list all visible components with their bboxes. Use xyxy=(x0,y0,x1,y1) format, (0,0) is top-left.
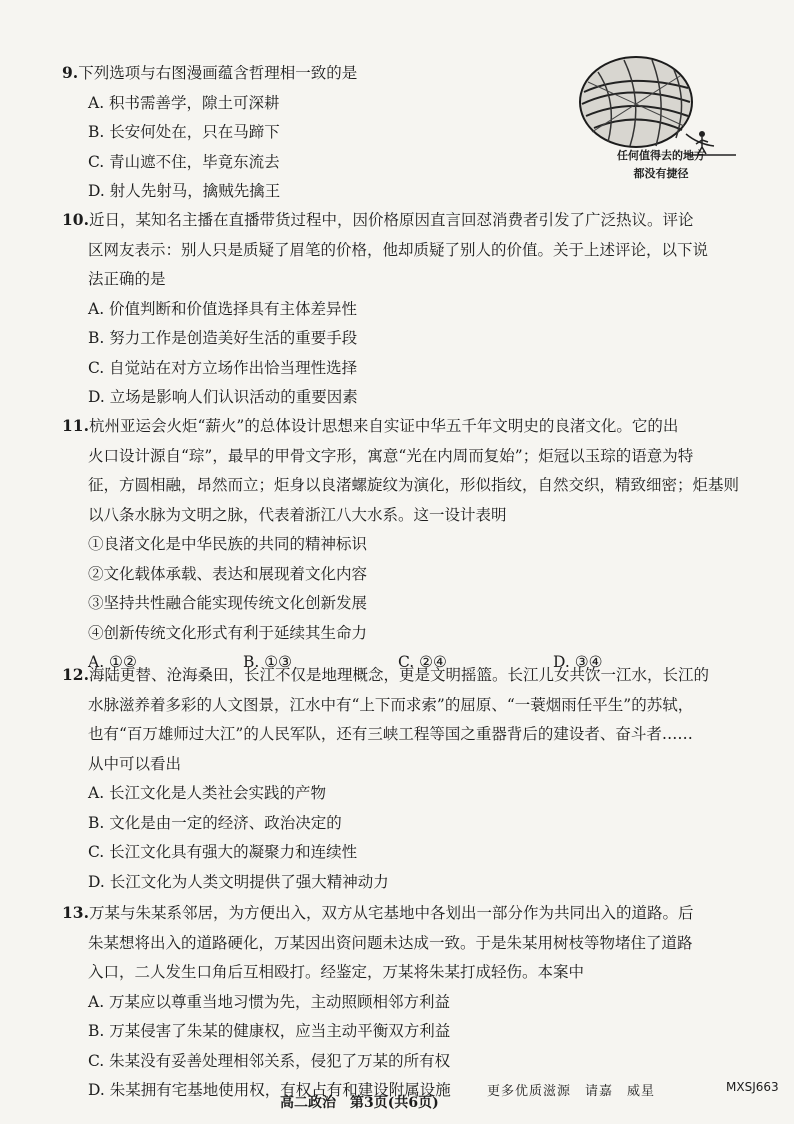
question-10 xyxy=(62,205,748,413)
option-d: D. 长江文化为人类文明提供了强大精神动力 xyxy=(88,872,389,891)
choice-a: A. ①② xyxy=(88,653,137,671)
document-code: MXSJ663 xyxy=(726,1080,779,1094)
statement-1: ①良渚文化是中华民族的共同的精神标识 xyxy=(88,535,368,553)
question-stem-line: 也有“百万雄师过大江”的人民军队，还有三峡工程等国之重器背后的建设者、奋斗者…… xyxy=(88,725,693,743)
question-number: 11. xyxy=(62,416,89,435)
choice-b: B. ①③ xyxy=(243,653,293,671)
question-stem-line: 朱某想将出入的道路硬化，万某因出资问题未达成一致。于是朱某用树枝等物堵住了道路 xyxy=(88,933,693,952)
option-c: C. 自觉站在对方立场作出恰当理性选择 xyxy=(88,358,358,377)
choice-d: D. ③④ xyxy=(553,653,603,671)
question-stem: 13.万某与朱某系邻居，为方便出入，双方从宅基地中各划出一部分作为共同出入的道路。后 xyxy=(62,903,694,922)
option-c: C. 青山遮不住，毕竟东流去 xyxy=(88,152,280,171)
question-13 xyxy=(62,898,748,1106)
promo-text: 更多优质滋源 请嘉 威星 xyxy=(487,1084,656,1099)
question-number: 9. xyxy=(62,63,79,82)
option-d: D. 射人先射马，擒贼先擒王 xyxy=(88,182,281,200)
cartoon-caption-line1: 任何值得去的地方 xyxy=(617,149,705,162)
yarn-ball-icon xyxy=(568,52,754,160)
option-a: A. 长江文化是人类社会实践的产物 xyxy=(88,784,327,802)
option-c: C. 长江文化具有强大的凝聚力和连续性 xyxy=(88,843,358,861)
cartoon-caption-line2: 都没有捷径 xyxy=(633,167,689,180)
question-stem: 12.海陆更替、沧海桑田，长江不仅是地理概念，更是文明摇篮。长江儿女共饮一江水，长江的 xyxy=(62,665,709,684)
option-a: A. 积书需善学，隙土可深耕 xyxy=(88,93,280,112)
cartoon-illustration xyxy=(568,52,754,190)
option-b: B. 万某侵害了朱某的健康权，应当主动平衡双方利益 xyxy=(88,1022,451,1040)
question-stem-line: 水脉滋养着多彩的人文图景，江水中有“上下而求索”的屈原、“一蓑烟雨任平生”的苏轼， xyxy=(88,695,694,714)
question-stem: 10.近日，某知名主播在直播带货过程中，因价格原因直言回怼消费者引发了广泛热议。评论 xyxy=(62,210,694,229)
question-12 xyxy=(62,660,748,897)
option-a: A. 万某应以尊重当地习惯为先，主动照顾相邻方利益 xyxy=(88,992,451,1011)
option-a: A. 价值判断和价值选择具有主体差异性 xyxy=(88,299,358,318)
option-c: C. 朱某没有妥善处理相邻关系，侵犯了万某的所有权 xyxy=(88,1051,451,1070)
question-stem-line: 法正确的是 xyxy=(88,270,166,288)
option-b: B. 努力工作是创造美好生活的重要手段 xyxy=(88,329,358,347)
question-stem-line: 火口设计源自“琮”，最早的甲骨文字形，寓意“光在内周而复始”；炬冠以玉琮的语意为特 xyxy=(88,446,694,465)
question-stem-line: 征，方圆相融，昂然而立；炬身以良渚螺旋纹为演化，形似指纹，自然交织，精致细密；炬基则 xyxy=(88,476,740,494)
question-stem-line: 区网友表示：别人只是质疑了眉笔的价格，他却质疑了别人的价值。关于上述评论，以下说 xyxy=(88,240,709,259)
statement-3: ③坚持共性融合能实现传统文化创新发展 xyxy=(88,594,368,612)
question-number: 10. xyxy=(62,210,89,229)
statement-2: ②文化载体承载、表达和展现着文化内容 xyxy=(88,564,368,583)
question-stem-line: 入口，二人发生口角后互相殴打。经鉴定，万某将朱某打成轻伤。本案中 xyxy=(88,963,585,981)
statement-4: ④创新传统文化形式有利于延续其生命力 xyxy=(88,623,368,642)
choice-c: C. ②④ xyxy=(398,653,447,671)
question-number: 12. xyxy=(62,665,89,684)
option-b: B. 文化是由一定的经济、政治决定的 xyxy=(88,813,342,832)
option-b: B. 长安何处在，只在马蹄下 xyxy=(88,123,280,141)
option-d: D. 朱某拥有宅基地使用权，有权占有和建设附属设施 xyxy=(88,1081,451,1099)
question-11 xyxy=(62,411,748,678)
question-stem: 11.杭州亚运会火炬“薪火”的总体设计思想来自实证中华五千年文明史的良渚文化。它的出 xyxy=(62,416,679,435)
question-stem: 9.下列选项与右图漫画蕴含哲理相一致的是 xyxy=(62,63,358,82)
question-stem-line: 以八条水脉为文明之脉，代表着浙江八大水系。这一设计表明 xyxy=(88,505,507,524)
option-d: D. 立场是影响人们认识活动的重要因素 xyxy=(88,388,358,406)
page-number-label: 高二政治 第3页(共6页) xyxy=(280,1095,439,1111)
question-number: 13. xyxy=(62,903,89,922)
question-stem-line: 从中可以看出 xyxy=(88,754,182,773)
